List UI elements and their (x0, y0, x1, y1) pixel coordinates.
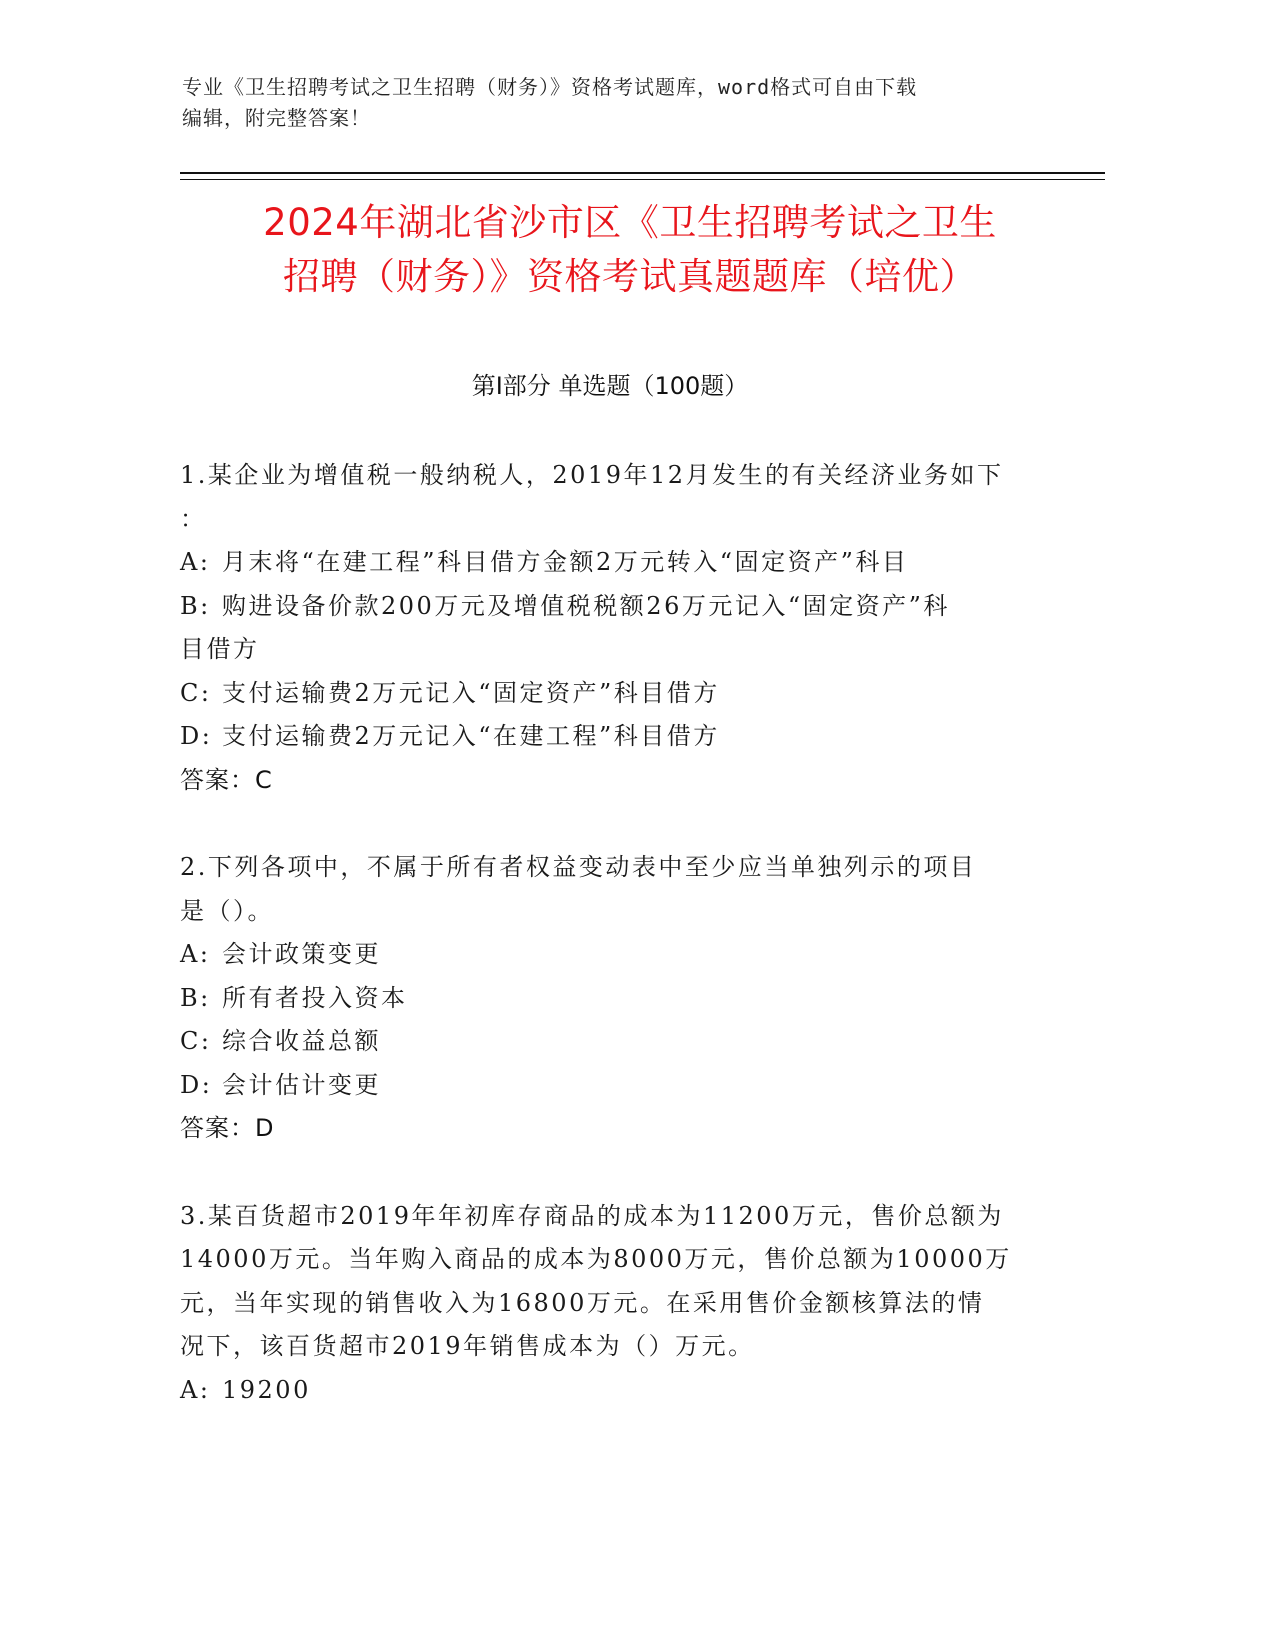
option-key: D: (180, 722, 213, 750)
option-text: 支付运输费2万元记入“固定资产”科目借方 (222, 678, 720, 707)
option-d (180, 1064, 1050, 1108)
option-text: 支付运输费2万元记入“在建工程”科目借方 (222, 722, 720, 750)
question-stem-line: ： (180, 504, 207, 533)
answer-line: 答案：D (180, 1114, 275, 1142)
option-text: 购进设备价款200万元及增值税税额26万元记入“固定资产”科 (222, 591, 950, 620)
question-list (180, 454, 1050, 1456)
header-note-line-1: 专业《卫生招聘考试之卫生招聘（财务）》资格考试题库，word格式可自由下载 (182, 75, 918, 99)
option-text: 会计政策变更 (222, 940, 381, 968)
question-stem-line: 况下，该百货超市2019年销售成本为（）万元。 (180, 1332, 755, 1360)
question-stem-line: 3.某百货超市2019年年初库存商品的成本为11200万元，售价总额为 (180, 1201, 1004, 1230)
option-b (180, 977, 1050, 1021)
option-key: D: (180, 1070, 213, 1099)
option-text: 综合收益总额 (222, 1027, 381, 1055)
option-b-continued: 目借方 (180, 635, 260, 663)
option-c (180, 1020, 1050, 1064)
option-a (180, 933, 1050, 977)
question-stem-line: 14000万元。当年购入商品的成本为8000万元，售价总额为10000万 (180, 1245, 1012, 1273)
option-a (180, 541, 1050, 585)
document-title (180, 196, 1080, 304)
option-key: A: (180, 548, 211, 576)
document-title-line-1: 2024年湖北省沙市区《卫生招聘考试之卫生 (263, 201, 997, 244)
option-key: B: (180, 591, 211, 620)
option-key: B: (180, 983, 211, 1012)
header-note (182, 72, 1052, 134)
header-note-line-2: 编辑，附完整答案！ (182, 106, 371, 130)
question-stem-line: 是（）。 (180, 896, 274, 925)
section-title: 第Ⅰ部分 单选题（100题） (471, 372, 749, 400)
question-stem-line: 元，当年实现的销售收入为16800万元。在采用售价金额核算法的情 (180, 1288, 985, 1317)
option-key: A: (180, 1375, 211, 1404)
document-title-line-2: 招聘（财务）》资格考试真题题库（培优） (283, 255, 977, 298)
option-d (180, 715, 1050, 759)
option-text: 会计估计变更 (222, 1070, 381, 1099)
option-key: A: (180, 940, 211, 968)
header-rule-thick (180, 172, 1105, 174)
question-1 (180, 454, 1050, 802)
question-stem-line: 1.某企业为增值税一般纳税人，2019年12月发生的有关经济业务如下 (180, 461, 1004, 489)
header-rule-thin (180, 179, 1105, 180)
answer-line: 答案：C (180, 765, 273, 794)
question-2 (180, 846, 1050, 1151)
question-stem-line: 2.下列各项中，不属于所有者权益变动表中至少应当单独列示的项目 (180, 853, 977, 881)
option-key: C: (180, 1027, 212, 1055)
question-3 (180, 1195, 1050, 1413)
option-b (180, 585, 1050, 629)
option-a (180, 1369, 1050, 1413)
option-key: C: (180, 678, 212, 707)
option-c (180, 672, 1050, 716)
option-text: 19200 (222, 1375, 311, 1404)
option-text: 所有者投入资本 (222, 983, 408, 1012)
option-text: 月末将“在建工程”科目借方金额2万元转入“固定资产”科目 (222, 548, 909, 576)
